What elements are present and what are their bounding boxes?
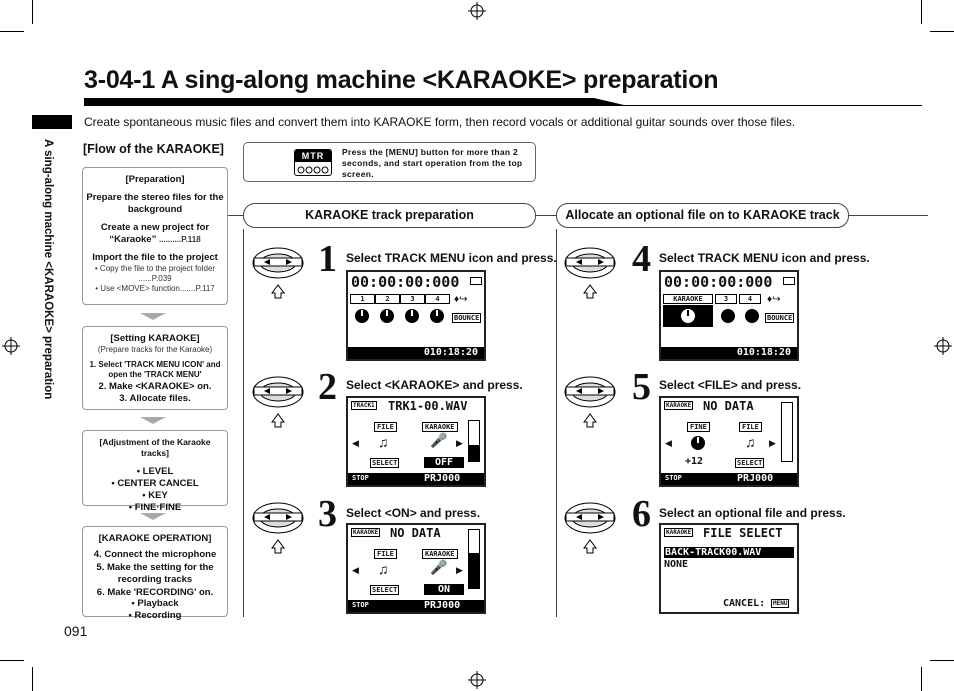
file-note-icon: ♫ [378, 434, 389, 450]
flow-item: 2. Make <KARAOKE> on. [98, 380, 212, 392]
section-label-right: Allocate an optional file on to KARAOKE track [556, 203, 849, 228]
flow-item: • FINE·FINE [128, 501, 182, 513]
file-option: NONE [664, 559, 689, 570]
step-text: Select TRACK MENU icon and press. [346, 251, 557, 265]
flow-box-operation [82, 526, 228, 622]
step-number: 5 [632, 366, 651, 408]
file-note-icon: ♫ [378, 561, 389, 577]
jog-dial-icon [562, 370, 618, 428]
section-divider [243, 229, 244, 617]
registration-mark-icon [468, 671, 486, 689]
karaoke-option: KARAOKE [422, 422, 458, 432]
battery-icon [470, 277, 482, 285]
file-note-icon: ♫ [745, 434, 756, 450]
lcd-counter: 010:18:20 [661, 347, 797, 359]
registration-mark-icon [2, 337, 20, 355]
step-text: Select <KARAOKE> and press. [346, 378, 523, 392]
project-name: PRJ000 [424, 600, 461, 611]
project-name: PRJ000 [424, 473, 461, 484]
lcd-status-bar [348, 473, 484, 485]
step-number: 1 [318, 238, 337, 280]
sidebar-label: A sing-along machine <KARAOKE> preparation [42, 139, 54, 400]
lcd-status-bar [348, 600, 484, 612]
step-number: 3 [318, 493, 337, 535]
crop-mark [921, 667, 922, 691]
microphone-icon: 🎤 [430, 559, 448, 575]
lcd-track-number: 3 [715, 294, 737, 304]
karaoke-label: KARAOKE [666, 402, 692, 409]
flow-box-preparation [82, 167, 228, 305]
left-arrow-icon: ◀ [352, 565, 359, 575]
flow-subitem: • Copy the file to the project folder [94, 264, 216, 274]
level-meter [781, 402, 793, 462]
battery-icon [783, 277, 795, 285]
lcd-counter: 010:18:20 [348, 347, 484, 359]
crop-mark [32, 667, 33, 691]
lcd-screen-3 [346, 523, 486, 614]
flow-item: 4. Connect the microphone [93, 548, 217, 560]
flow-item: 1. Select 'TRACK MENU ICON' and open the 'TRACK MENU' [89, 359, 221, 379]
crop-mark [930, 660, 954, 661]
left-arrow-icon: ◀ [352, 438, 359, 448]
flow-item: • LEVEL [136, 466, 174, 478]
page-ref: ..........P.118 [158, 234, 201, 244]
flow-arrow [140, 417, 166, 424]
lcd-screen-1 [346, 270, 486, 361]
flow-item: • CENTER CANCEL [111, 478, 199, 490]
bounce-label: BOUNCE [454, 314, 480, 322]
mtr-logo-text: MTR [295, 150, 331, 162]
step-text: Select <ON> and press. [346, 506, 481, 520]
flow-item: 5. Make the setting for the recording tracks [96, 561, 214, 585]
crop-mark [921, 0, 922, 24]
registration-mark-icon [934, 337, 952, 355]
lcd-track-row [350, 294, 450, 304]
lcd-track-number: 4 [425, 294, 450, 304]
lcd-time: 00:00:00:000 [351, 273, 460, 291]
section-label-left: KARAOKE track preparation [243, 203, 536, 228]
lcd-time: 00:00:00:000 [664, 273, 773, 291]
select-label: SELECT [372, 586, 398, 594]
registration-mark-icon [468, 2, 486, 20]
sidebar-tab [32, 115, 72, 129]
jog-dial-icon [250, 496, 306, 554]
off-value: OFF [424, 457, 464, 468]
flow-subitem: (Prepare tracks for the Karaoke) [97, 344, 213, 354]
track-menu-icon: ♦↪ [767, 294, 781, 305]
flow-heading: [KARAOKE OPERATION] [98, 533, 212, 544]
page-ref: ......P.039 [138, 274, 172, 284]
select-label: SELECT [372, 459, 398, 467]
level-meter [468, 420, 480, 462]
jog-dial-icon [250, 241, 306, 299]
file-label: FILE [374, 422, 397, 432]
flow-item: 6. Make 'RECORDING' on. [96, 586, 214, 598]
lcd-status-bar [661, 473, 797, 485]
jog-dial-icon [562, 496, 618, 554]
track-menu-icon: ♦↪ [454, 294, 468, 305]
knob-icon [687, 434, 709, 452]
flow-subitem: • Use <MOVE> function.......P.117 [95, 284, 215, 294]
fine-label: FINE [687, 422, 710, 432]
lcd-title: NO DATA [703, 399, 754, 413]
stop-label: STOP [352, 601, 369, 609]
step-number: 2 [318, 366, 337, 408]
file-name: TRK1-00.WAV [388, 399, 468, 413]
flow-item: “Karaoke” [109, 233, 157, 245]
flow-item: • Playback [131, 598, 179, 610]
file-label: FILE [374, 549, 397, 559]
left-arrow-icon: ◀ [665, 438, 672, 448]
jog-dial-icon [250, 370, 306, 428]
lcd-title: FILE SELECT [703, 526, 783, 540]
step-number: 4 [632, 238, 651, 280]
flow-item: • KEY [142, 490, 168, 501]
flow-heading: [Adjustment of the Karaoke tracks] [99, 437, 211, 458]
intro-text: Create spontaneous music files and convert them into KARAOKE form, then record vocals or additional guitar sounds over those files. [84, 115, 796, 129]
select-label: SELECT [737, 459, 763, 467]
lcd-knob-row [663, 305, 763, 327]
flow-arrow [140, 313, 166, 320]
file-label: FILE [739, 422, 762, 432]
page-number: 091 [64, 623, 88, 639]
flow-arrow [140, 513, 166, 520]
step-text: Select <FILE> and press. [659, 378, 802, 392]
mtr-logo-icon [294, 149, 332, 176]
lcd-title: NO DATA [390, 526, 441, 540]
right-arrow-icon: ▶ [456, 438, 463, 448]
lcd-screen-6 [659, 523, 799, 614]
flow-item: Prepare the stereo files for the background [86, 191, 224, 215]
stop-label: STOP [665, 474, 682, 482]
lcd-screen-4 [659, 270, 799, 361]
page-title: 3-04-1 A sing-along machine <KARAOKE> preparation [84, 66, 719, 94]
mtr-note-box [243, 142, 536, 182]
flow-item: 3. Allocate files. [119, 392, 191, 404]
step-text: Select an optional file and press. [659, 506, 846, 520]
step-number: 6 [632, 493, 651, 535]
flow-item: • Recording [128, 610, 182, 622]
flow-box-adjustment [82, 430, 228, 513]
lcd-screen-2 [346, 396, 486, 487]
jog-dial-icon [562, 241, 618, 299]
karaoke-label: KARAOKE [663, 294, 713, 304]
crop-mark [32, 0, 33, 24]
flow-item: Import the file to the project [92, 252, 218, 264]
flow-heading: [Setting KARAOKE] [110, 333, 200, 344]
mtr-note-text: Press the [MENU] button for more than 2 seconds, and start operation from the top screen. [342, 147, 523, 180]
karaoke-option: KARAOKE [422, 549, 458, 559]
lcd-screen-5 [659, 396, 799, 487]
crop-mark [0, 31, 24, 32]
right-arrow-icon: ▶ [769, 438, 776, 448]
section-divider [556, 229, 557, 617]
level-meter [468, 529, 480, 589]
on-value: ON [424, 584, 464, 595]
karaoke-label: KARAOKE [353, 529, 379, 536]
flow-item: Create a new project for [100, 221, 210, 233]
lcd-track-number: 2 [375, 294, 400, 304]
crop-mark [930, 31, 954, 32]
right-arrow-icon: ▶ [456, 565, 463, 575]
lcd-track-number: 4 [739, 294, 761, 304]
microphone-icon: 🎤 [430, 432, 448, 448]
title-underline [84, 98, 922, 107]
flow-heading: [Preparation] [125, 174, 185, 185]
flow-title: [Flow of the KARAOKE] [83, 142, 224, 156]
bounce-label: BOUNCE [767, 314, 793, 322]
cancel-label: CANCEL: [723, 598, 766, 609]
flow-box-setting [82, 326, 228, 410]
fine-value: +12 [685, 456, 704, 467]
stop-label: STOP [352, 474, 369, 482]
crop-mark [0, 660, 24, 661]
project-name: PRJ000 [737, 473, 774, 484]
karaoke-label: KARAOKE [666, 529, 692, 536]
file-option-selected: BACK-TRACK00.WAV [664, 547, 794, 558]
step-text: Select TRACK MENU icon and press. [659, 251, 870, 265]
menu-label: MENU [773, 600, 788, 607]
lcd-track-number: 3 [400, 294, 425, 304]
lcd-track-number: 1 [350, 294, 375, 304]
lcd-knob-row [350, 305, 450, 327]
track-label: TRACK1 [353, 402, 375, 409]
